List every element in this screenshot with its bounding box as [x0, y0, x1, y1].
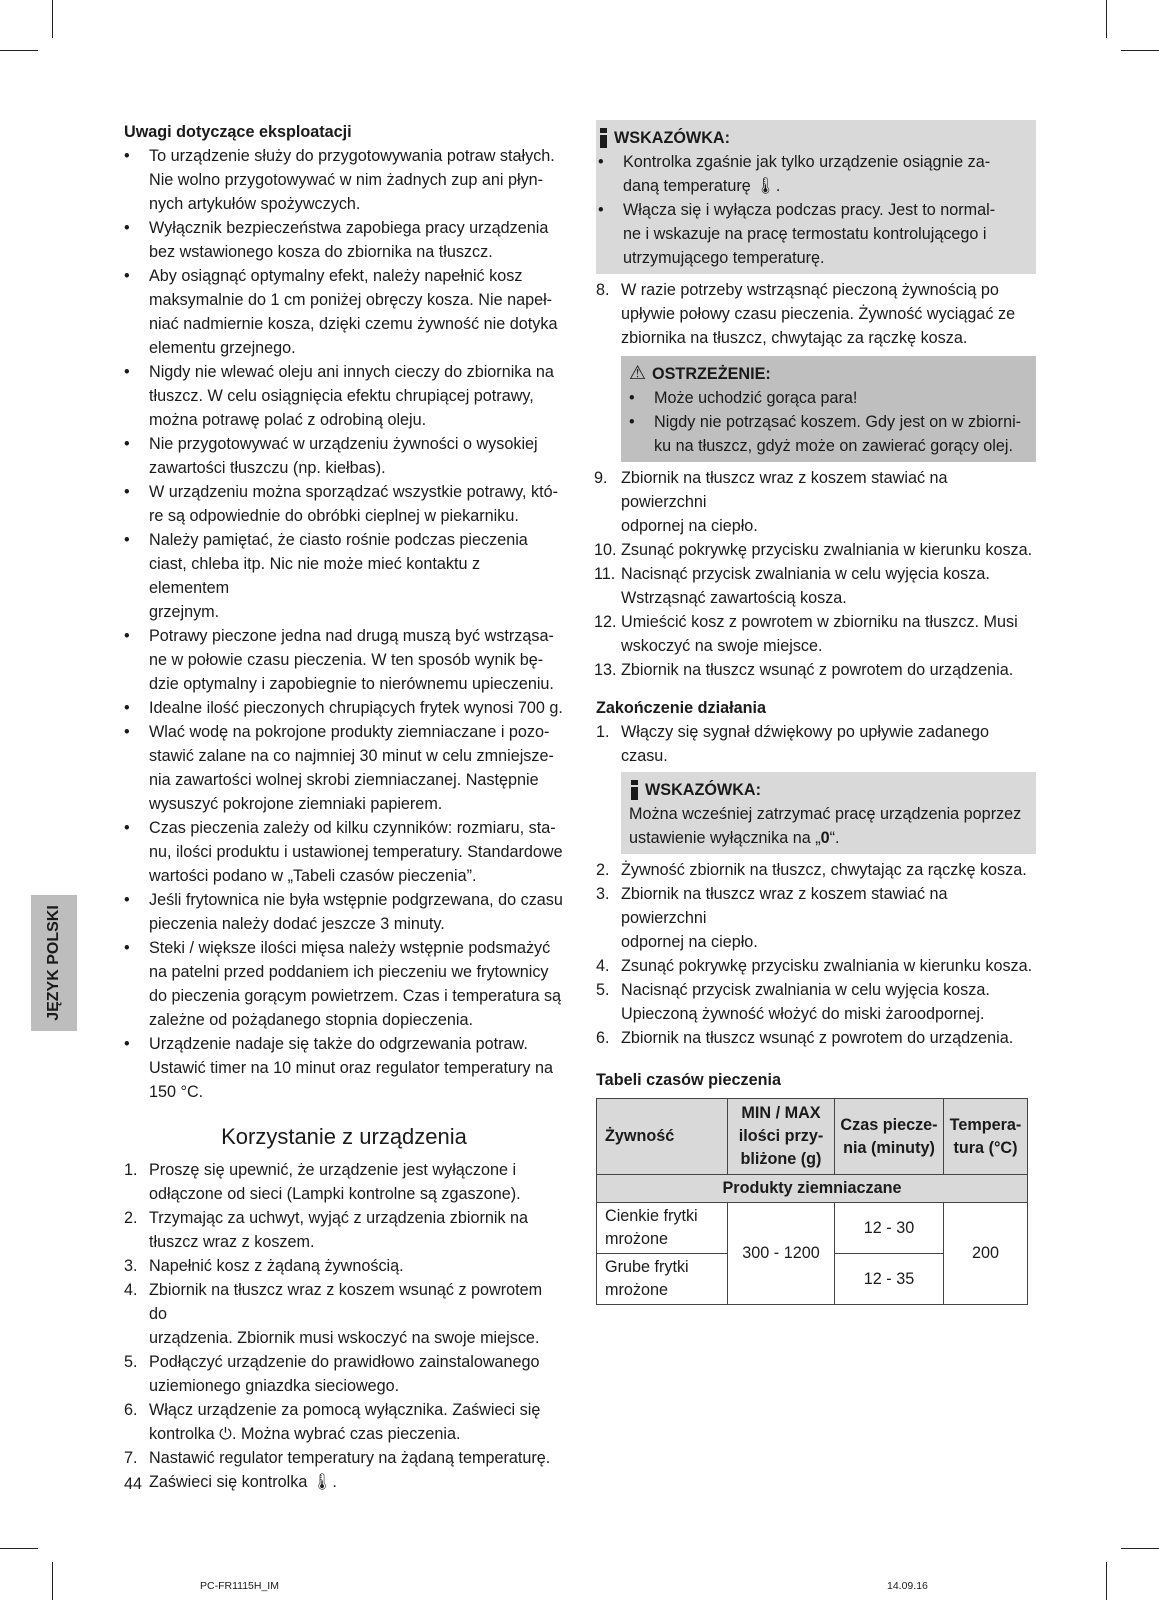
list-item-line: niać nadmiernie kosza, dzięki czemu żywność nie dotyka: [149, 315, 558, 333]
step-line: Nacisnąć przycisk zwalniania w celu wyjęcia kosza.: [621, 565, 990, 583]
numbered-step: [596, 562, 1036, 610]
list-item-line: Ustawić timer na 10 minut oraz regulator temperatury na: [149, 1059, 553, 1077]
table-header: MIN / MAX ilości przy- bliżone (g): [728, 1099, 835, 1175]
step-number: 3.: [124, 1257, 138, 1275]
bullet-marker: •: [629, 413, 635, 431]
bullet-marker: •: [124, 219, 130, 237]
step-line: Włączy się sygnał dźwiękowy po upływie zadanego czasu.: [621, 723, 989, 765]
end-steps-list: [596, 858, 1036, 1050]
list-item-line: Nigdy nie potrząsać koszem. Gdy jest on w zbiorni-: [654, 413, 1022, 431]
step-number: 2.: [596, 861, 610, 879]
table-heading: Tabeli czasów pieczenia: [596, 1071, 782, 1089]
list-item-line: maksymalnie do 1 cm poniżej obręczy kosza. Nie napeł-: [149, 291, 553, 309]
section-title: Korzystanie z urządzenia: [221, 1124, 467, 1149]
step-number: 6.: [596, 1029, 610, 1047]
list-item-line: nia zawartości wolnej skrobi ziemniaczanej. Następnie: [149, 771, 539, 789]
step-line: Zaświeci się kontrolka 🌡.: [149, 1473, 337, 1491]
info-icon: [598, 128, 608, 148]
step-number: 10.: [594, 541, 617, 559]
numbered-step: [124, 1206, 564, 1254]
crop-mark: [52, 0, 53, 38]
step-line: Zbiornik na tłuszcz wraz z koszem stawiać na powierzchni: [621, 885, 948, 927]
table-cell-food: Grube frytki mrożone: [597, 1254, 728, 1305]
step-number: 13.: [594, 661, 617, 679]
step-line: Wstrząsnąć zawartością kosza.: [621, 589, 847, 607]
step-number: 12.: [594, 613, 617, 631]
step-number: 3.: [596, 885, 610, 903]
list-item-line: ne w połowie czasu pieczenia. W ten sposób wynik bę-: [149, 651, 544, 669]
step-number: 5.: [596, 981, 610, 999]
step-line: Zbiornik na tłuszcz wraz z koszem stawiać na powierzchni: [621, 469, 948, 511]
end-step-1: [596, 720, 1036, 768]
warning-title: [629, 362, 1024, 386]
bullet-marker: •: [598, 153, 604, 171]
list-item-line: dzie optymalny i zapobiegnie to nierównemu upieczeniu.: [149, 675, 554, 693]
list-item-line: Wlać wodę na pokrojone produkty ziemniaczane i pozo-: [149, 723, 550, 741]
step-line: Zbiornik na tłuszcz wsunąć z powrotem do urządzenia.: [621, 661, 1014, 679]
bullet-marker: •: [124, 723, 130, 741]
tip2-title-text: WSKAZÓWKA:: [645, 781, 761, 799]
crop-mark: [1121, 50, 1159, 51]
table-cell-time: 12 - 35: [835, 1254, 944, 1305]
list-item: [629, 386, 1024, 410]
tip-box-2: [621, 772, 1036, 854]
numbered-step: [596, 1026, 1036, 1050]
list-item: [124, 720, 564, 816]
list-item: [124, 1032, 564, 1104]
list-item-line: bez wstawionego kosza do zbiornika na tłuszcz.: [149, 243, 493, 261]
step-8: [596, 278, 1036, 350]
step-number: 1.: [124, 1161, 138, 1179]
table-header: Żywność: [597, 1099, 728, 1175]
table-cell-time: 12 - 30: [835, 1203, 944, 1254]
list-item: [124, 264, 564, 360]
step-line: Proszę się upewnić, że urządzenie jest wyłączone i: [149, 1161, 517, 1179]
tip2-text: [629, 802, 1024, 850]
table-header: Czas piecze- nia (minuty): [835, 1099, 944, 1175]
bullet-marker: •: [124, 435, 130, 453]
footer-document-code: PC-FR1115H_IM: [200, 1580, 279, 1592]
step-line: odłączone od sieci (Lampki kontrolne są zgaszone).: [149, 1185, 521, 1203]
numbered-step: [124, 1278, 564, 1350]
numbered-step: [596, 858, 1036, 882]
list-item-line: zależne od pożądanego stopnia dopieczenia.: [149, 1011, 474, 1029]
info-icon: [629, 780, 639, 800]
left-column: [124, 120, 564, 1494]
list-item-line: zawartości tłuszczu (np. kiełbas).: [149, 459, 386, 477]
step-line: Podłączyć urządzenie do prawidłowo zainstalowanego: [149, 1353, 540, 1371]
list-item-line: W urządzeniu można sporządzać wszystkie potrawy, któ-: [149, 483, 559, 501]
step-line: W razie potrzeby wstrząsnąć pieczoną żywnością po: [621, 281, 999, 299]
usage-notes-heading: Uwagi dotyczące eksploatacji: [124, 123, 352, 141]
crop-mark: [1121, 1548, 1159, 1549]
step-line: urządzenia. Zbiornik musi wskoczyć na swoje miejsce.: [149, 1329, 540, 1347]
crop-mark: [0, 50, 38, 51]
list-item: [629, 410, 1024, 458]
step-line: Włącz urządzenie za pomocą wyłącznika. Zaświeci się: [149, 1401, 541, 1419]
list-item-line: Idealne ilość pieczonych chrupiących frytek wynosi 700 g.: [149, 699, 563, 717]
bullet-marker: •: [124, 363, 130, 381]
step-line: tłuszcz wraz z koszem.: [149, 1233, 315, 1251]
warning-icon: ⚠: [629, 363, 647, 384]
baking-time-table: [596, 1098, 1028, 1305]
list-item-line: pieczenia należy dodać jeszcze 3 minuty.: [149, 915, 445, 933]
list-item-line: Nie przygotowywać w urządzeniu żywności o wysokiej: [149, 435, 538, 453]
step-line: Zsunąć pokrywkę przycisku zwalniania w kierunku kosza.: [621, 957, 1033, 975]
list-item-line: ne i wskazuje na pracę termostatu kontrolującego i: [623, 225, 987, 243]
numbered-step: [596, 538, 1036, 562]
list-item-line: Należy pamiętać, że ciasto rośnie podczas pieczenia: [149, 531, 528, 549]
list-item-line: Włącza się i wyłącza podczas pracy. Jest to normal-: [623, 201, 996, 219]
list-item-line: na patelni przed poddaniem ich pieczeniu we frytownicy: [149, 963, 549, 981]
warning-box: [621, 356, 1036, 462]
list-item: [124, 888, 564, 936]
bullet-marker: •: [124, 939, 130, 957]
step-line: Zbiornik na tłuszcz wsunąć z powrotem do urządzenia.: [621, 1029, 1014, 1047]
table-header-row: [597, 1099, 1028, 1175]
numbered-step: [596, 466, 1036, 538]
numbered-step: [124, 1350, 564, 1398]
numbered-step: [124, 1446, 564, 1494]
list-item-line: re są odpowiednie do obróbki cieplnej w piekarniku.: [149, 507, 519, 525]
numbered-step: [596, 658, 1036, 682]
list-item: [124, 360, 564, 432]
tip2-title: [629, 778, 1024, 802]
step-line: upływie połowy czasu pieczenia. Żywność wyciągać ze: [621, 305, 1016, 323]
step-line: uziemionego gniazdka sieciowego.: [149, 1377, 400, 1395]
step-line: Nastawić regulator temperatury na żądaną temperaturę.: [149, 1449, 551, 1467]
list-item-line: 150 °C.: [149, 1083, 204, 1101]
page-number: 44: [124, 1475, 143, 1493]
table-cell-amount: 300 - 1200: [728, 1203, 835, 1305]
numbered-step: [124, 1254, 564, 1278]
list-item-line: Urządzenie nadaje się także do odgrzewania potraw.: [149, 1035, 528, 1053]
table-header: Tempera- tura (°C): [944, 1099, 1028, 1175]
list-item-line: nu, ilości produktu i ustawionej temperatury. Standardowe: [149, 843, 563, 861]
step-number: 2.: [124, 1209, 138, 1227]
list-item: [598, 198, 1024, 270]
tip2-line: Można wcześniej zatrzymać pracę urządzenia poprzez: [629, 805, 1022, 823]
list-item-line: Może uchodzić gorąca para!: [654, 389, 858, 407]
bullet-marker: •: [629, 389, 635, 407]
step-line: Nacisnąć przycisk zwalniania w celu wyjęcia kosza.: [621, 981, 990, 999]
bullet-marker: •: [124, 891, 130, 909]
step-line: Upieczoną żywność włożyć do miski żaroodpornej.: [621, 1005, 985, 1023]
list-item-line: Wyłącznik bezpieczeństwa zapobiega pracy urządzenia: [149, 219, 549, 237]
step-number: 8.: [596, 281, 610, 299]
step-number: 7.: [124, 1449, 138, 1467]
list-item: [124, 936, 564, 1032]
tip2-line: ustawienie wyłącznika na „0“.: [629, 829, 840, 847]
table-row: [597, 1203, 1028, 1254]
list-item: [124, 816, 564, 888]
side-tab-label: JĘZYK POLSKI: [45, 905, 62, 1021]
step-number: 4.: [124, 1281, 138, 1299]
table-cell-food: Cienkie frytki mrożone: [597, 1203, 728, 1254]
tip-box: [596, 120, 1036, 274]
step-line: Żywność zbiornik na tłuszcz, chwytając za rączkę kosza.: [621, 861, 1027, 879]
step-number: 6.: [124, 1401, 138, 1419]
list-item-line: Steki / większe ilości mięsa należy wstępnie podsmażyć: [149, 939, 551, 957]
tip-list: [598, 150, 1024, 270]
tip-title-text: WSKAZÓWKA:: [614, 129, 730, 147]
bullet-marker: •: [124, 267, 130, 285]
step-number: 11.: [594, 565, 616, 583]
crop-mark: [52, 1562, 53, 1600]
numbered-step: [596, 978, 1036, 1026]
list-item: [598, 150, 1024, 198]
list-item-line: wartości podano w „Tabeli czasów pieczenia”.: [149, 867, 477, 885]
bullet-marker: •: [124, 531, 130, 549]
bullet-marker: •: [124, 819, 130, 837]
list-item-line: Aby osiągnąć optymalny efekt, należy napełnić kosz: [149, 267, 523, 285]
numbered-step: [124, 1398, 564, 1446]
list-item-line: nych artykułów spożywczych.: [149, 195, 361, 213]
usage-notes-list: [124, 144, 564, 1104]
warning-title-text: OSTRZEŻENIE:: [652, 365, 771, 383]
list-item: [124, 696, 564, 720]
list-item-line: Nie wolno przygotowywać w nim żadnych zup ani płyn-: [149, 171, 544, 189]
list-item-line: Czas pieczenia zależy od kilku czynników: rozmiaru, sta-: [149, 819, 556, 837]
list-item: [124, 624, 564, 696]
crop-mark: [1106, 0, 1107, 38]
step-line: zbiornika na tłuszcz, chwytając za rączkę kosza.: [621, 329, 968, 347]
step-line: Trzymając za uchwyt, wyjąć z urządzenia zbiornik na: [149, 1209, 529, 1227]
table-cell-temp: 200: [944, 1203, 1028, 1305]
list-item-line: Potrawy pieczone jedna nad drugą muszą być wstrząsa-: [149, 627, 554, 645]
list-item: [124, 480, 564, 528]
numbered-step: [596, 954, 1036, 978]
step-number: 4.: [596, 957, 610, 975]
numbered-step: [596, 610, 1036, 658]
list-item-line: Kontrolka zgaśnie jak tylko urządzenie osiągnie za-: [623, 153, 991, 171]
list-item-line: do pieczenia gorącym powietrzem. Czas i temperatura są: [149, 987, 562, 1005]
crop-mark: [0, 1548, 38, 1549]
step-line: odpornej na ciepło.: [621, 933, 758, 951]
tip-title: [598, 126, 1024, 150]
usage-steps-list: [124, 1158, 564, 1494]
step-number: 1.: [596, 723, 610, 741]
bullet-marker: •: [124, 699, 130, 717]
table-subheader-row: [597, 1175, 1028, 1203]
list-item-line: daną temperaturę 🌡.: [623, 177, 781, 195]
step-line: Zbiornik na tłuszcz wraz z koszem wsunąć z powrotem do: [149, 1281, 543, 1323]
list-item-line: elementu grzejnego.: [149, 339, 296, 357]
numbered-step: [596, 278, 1036, 350]
table-subheader: Produkty ziemniaczane: [597, 1175, 1028, 1203]
list-item: [124, 432, 564, 480]
list-item: [124, 528, 564, 624]
list-item-line: Jeśli frytownica nie była wstępnie podgrzewana, do czasu: [149, 891, 563, 909]
crop-mark: [1106, 1562, 1107, 1600]
step-line: Zsunąć pokrywkę przycisku zwalniania w kierunku kosza.: [621, 541, 1033, 559]
steps-9-13: [596, 466, 1036, 682]
bullet-marker: •: [124, 627, 130, 645]
list-item-line: tłuszcz. W celu osiągnięcia efektu chrupiącej potrawy,: [149, 387, 534, 405]
step-line: Umieścić kosz z powrotem w zbiorniku na tłuszcz. Musi: [621, 613, 1018, 631]
list-item-line: Nigdy nie wlewać oleju ani innych cieczy do zbiornika na: [149, 363, 554, 381]
footer-date: 14.09.16: [887, 1580, 928, 1592]
list-item-line: ku na tłuszcz, gdyż może on zawierać gorący olej.: [654, 437, 1013, 455]
language-side-tab: [31, 895, 77, 1031]
numbered-step: [596, 882, 1036, 954]
list-item-line: ciast, chleba itp. Nic nie może mieć kontaktu z elementem: [149, 555, 481, 597]
list-item: [124, 216, 564, 264]
list-item-line: wysuszyć pokrojone ziemniaki papierem.: [149, 795, 443, 813]
warning-list: [629, 386, 1024, 458]
bullet-marker: •: [124, 147, 130, 165]
bullet-marker: •: [598, 201, 604, 219]
list-item-line: To urządzenie służy do przygotowywania potraw stałych.: [149, 147, 555, 165]
numbered-step: [596, 720, 1036, 768]
list-item-line: stawić zalane na co najmniej 30 minut w celu zmniejsze-: [149, 747, 554, 765]
step-number: 9.: [594, 469, 608, 487]
list-item: [124, 144, 564, 216]
step-line: kontrolka ⏻. Można wybrać czas pieczenia.: [149, 1425, 461, 1443]
step-line: odpornej na ciepło.: [621, 517, 758, 535]
step-line: wskoczyć na swoje miejsce.: [621, 637, 823, 655]
end-heading: Zakończenie działania: [596, 699, 767, 717]
list-item-line: można potrawę polać z odrobiną oleju.: [149, 411, 427, 429]
numbered-step: [124, 1158, 564, 1206]
right-column: [596, 120, 1036, 1305]
list-item-line: grzejnym.: [149, 603, 220, 621]
step-line: Napełnić kosz z żądaną żywnością.: [149, 1257, 404, 1275]
list-item-line: utrzymującego temperaturę.: [623, 249, 825, 267]
step-number: 5.: [124, 1353, 138, 1371]
bullet-marker: •: [124, 483, 130, 501]
bullet-marker: •: [124, 1035, 130, 1053]
